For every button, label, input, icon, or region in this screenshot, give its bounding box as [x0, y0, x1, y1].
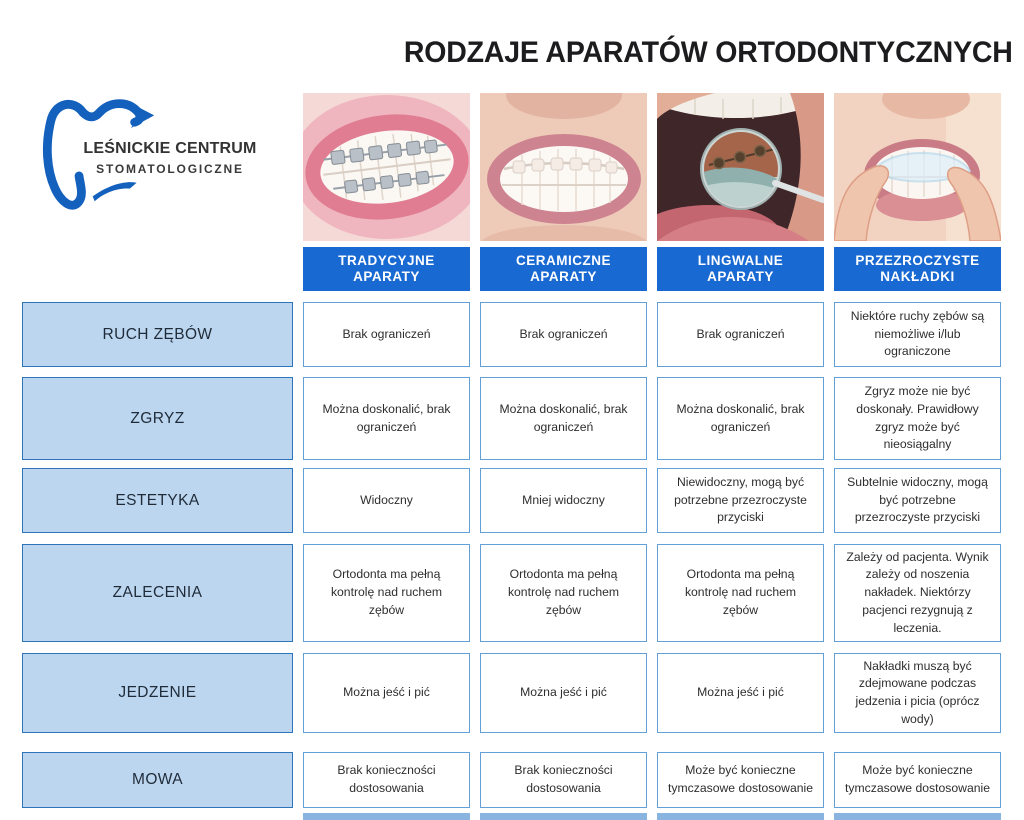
cell-text: Może być konieczne tymczasowe dostosowanie [845, 763, 990, 795]
row-label-text: ESTETYKA [115, 491, 200, 509]
cell-text: Widoczny [360, 492, 413, 507]
cell-text: Można doskonalić, brak ograniczeń [499, 401, 628, 434]
cutoff-row-edge [834, 813, 1001, 820]
table-cell [657, 377, 824, 460]
cell-text: Brak ograniczeń [342, 326, 431, 341]
cell-text: Brak konieczności dostosowania [337, 763, 436, 795]
table-cell [303, 752, 470, 808]
row-label-estetyka [22, 468, 293, 533]
clear-aligner-insertion-photo [834, 93, 1001, 241]
row-label-ruch-zebow [22, 302, 293, 367]
lingual-braces-dental-mirror-photo [657, 93, 824, 241]
cutoff-row-edge [303, 813, 470, 820]
table-cell [480, 544, 647, 642]
cell-text: Ortodonta ma pełną kontrolę nad ruchem zębów [507, 567, 620, 617]
table-cell [480, 302, 647, 367]
column-header-label: TRADYCYJNE APARATY [338, 252, 435, 284]
row-label-jedzenie [22, 653, 293, 733]
table-cell [834, 302, 1001, 367]
cell-text: Można jeść i pić [343, 685, 430, 700]
table-cell [657, 544, 824, 642]
table-cell [657, 752, 824, 808]
clinic-subtitle: STOMATOLOGICZNE [96, 162, 244, 176]
cutoff-row-edge [480, 813, 647, 820]
row-label-text: ZGRYZ [130, 409, 185, 427]
row-label-zgryz [22, 377, 293, 460]
column-header-label: CERAMICZNE APARATY [516, 252, 611, 284]
table-cell [480, 468, 647, 533]
ceramic-braces-smile-photo [480, 93, 647, 241]
table-cell [303, 377, 470, 460]
row-label-text: MOWA [132, 771, 183, 788]
cell-text: Może być konieczne tymczasowe dostosowanie [668, 763, 813, 795]
cell-text: Mniej widoczny [522, 492, 605, 507]
row-label-zalecenia [22, 544, 293, 642]
table-cell [303, 302, 470, 367]
cell-text: Brak konieczności dostosowania [514, 763, 613, 795]
clear-aligner-illustration [834, 93, 1001, 241]
table-cell [834, 468, 1001, 533]
cell-text: Zgryz może nie być doskonały. Prawidłowy zgryz może być nieosiągalny [856, 384, 979, 452]
cell-text: Brak ograniczeń [519, 326, 608, 341]
lingual-braces-illustration [657, 93, 824, 241]
clinic-logo [36, 94, 292, 212]
column-header-przezroczyste-nakladki [834, 247, 1001, 291]
table-cell [834, 544, 1001, 642]
table-cell [657, 468, 824, 533]
cutoff-row-edge [657, 813, 824, 820]
row-label-text: JEDZENIE [118, 684, 197, 701]
traditional-metal-braces-photo [303, 93, 470, 241]
table-cell [834, 752, 1001, 808]
table-cell [657, 302, 824, 367]
page-title: RODZAJE APARATÓW ORTODONTYCZNYCH [403, 36, 1013, 69]
table-cell [657, 653, 824, 733]
cell-text: Niektóre ruchy zębów są niemożliwe i/lub ograniczone [850, 308, 985, 359]
cell-text: Zależy od pacjenta. Wynik zależy od noszenia nakładek. Niektórzy pacjenci rezygnują z leczenia. [846, 549, 989, 635]
ceramic-braces-illustration [480, 93, 647, 241]
cell-text: Można doskonalić, brak ograniczeń [322, 401, 451, 434]
clinic-name: LEŚNICKIE CENTRUM [83, 140, 257, 157]
cell-text: Ortodonta ma pełną kontrolę nad ruchem zębów [684, 567, 797, 617]
cell-text: Można jeść i pić [520, 685, 607, 700]
row-label-text: ZALECENIA [112, 584, 203, 601]
column-header-lingwalne-aparaty [657, 247, 824, 291]
column-header-ceramiczne-aparaty [480, 247, 647, 291]
cell-text: Można doskonalić, brak ograniczeń [676, 401, 805, 434]
cell-text: Niewidoczny, mogą być potrzebne przezroczyste przyciski [674, 474, 807, 525]
table-cell [480, 377, 647, 460]
row-label-text: RUCH ZĘBÓW [102, 325, 213, 343]
cell-text: Ortodonta ma pełną kontrolę nad ruchem zębów [330, 567, 443, 617]
cell-text: Nakładki muszą być zdejmowane podczas jedzenia i picia (oprócz wody) [855, 658, 980, 726]
row-label-mowa [22, 752, 293, 808]
table-cell [480, 752, 647, 808]
table-cell [303, 468, 470, 533]
table-cell [303, 653, 470, 733]
column-header-tradycyjne-aparaty [303, 247, 470, 291]
metal-braces-illustration [303, 93, 470, 241]
column-header-label: PRZEZROCZYSTE NAKŁADKI [855, 252, 980, 284]
cell-text: Można jeść i pić [697, 685, 784, 700]
table-cell [303, 544, 470, 642]
table-cell [480, 653, 647, 733]
table-cell [834, 653, 1001, 733]
cell-text: Brak ograniczeń [696, 326, 785, 341]
cell-text: Subtelnie widoczny, mogą być potrzebne przezroczyste przyciski [847, 474, 988, 525]
table-cell [834, 377, 1001, 460]
column-header-label: LINGWALNE APARATY [697, 252, 784, 284]
